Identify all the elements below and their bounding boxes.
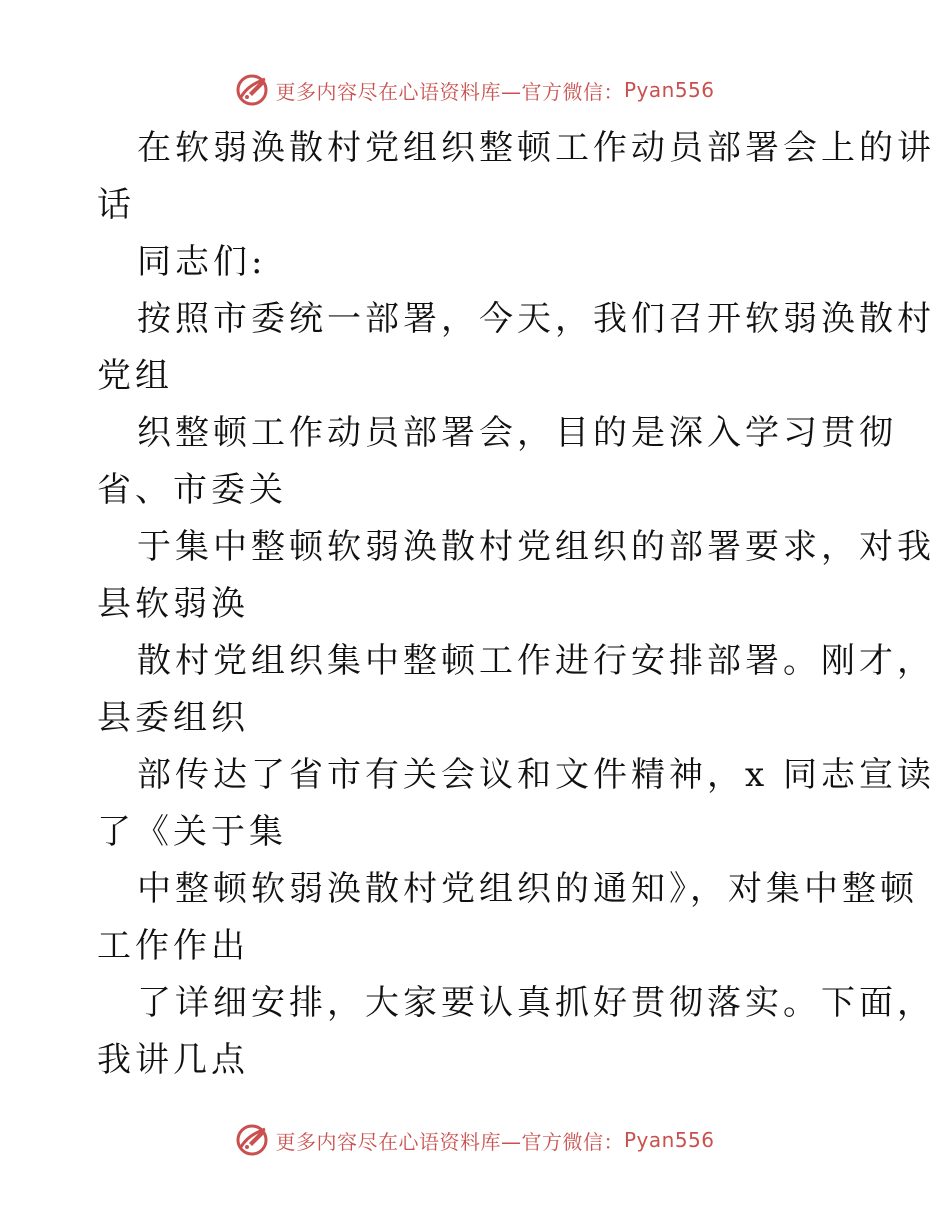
text-line: 省、市委关 — [97, 470, 287, 510]
text-line: 部传达了省市有关会议和文件精神，x 同志宣读 — [137, 755, 935, 795]
text-line: 中整顿软弱涣散村党组织的通知》，对集中整顿 — [137, 869, 918, 909]
text-line: 散村党组织集中整顿工作进行安排部署。刚才， — [137, 641, 935, 681]
text-line: 了《关于集 — [97, 812, 287, 852]
pen-logo-icon — [235, 1123, 269, 1157]
text-line: 我讲几点 — [97, 1040, 249, 1080]
text-line: 按照市委统一部署，今天，我们召开软弱涣散村 — [137, 299, 935, 339]
text-line: 同志们: — [137, 242, 267, 282]
text-line: 工作作出 — [97, 926, 249, 966]
text-line: 县委组织 — [97, 698, 249, 738]
text-line: 县软弱涣 — [97, 584, 249, 624]
watermark-text: 更多内容尽在心语资料库—官方微信： — [275, 1129, 624, 1154]
text-line: 在软弱涣散村党组织整顿工作动员部署会上的讲 — [137, 128, 935, 168]
text-line: 于集中整顿软弱涣散村党组织的部署要求，对我 — [137, 527, 935, 567]
footer-watermark — [0, 1120, 950, 1160]
document-body — [97, 120, 935, 1089]
text-line: 了详细安排，大家要认真抓好贯彻落实。下面， — [137, 983, 935, 1023]
watermark-account: Pyan556 — [623, 78, 715, 102]
header-watermark — [0, 70, 950, 110]
text-line: 织整顿工作动员部署会，目的是深入学习贯彻 — [137, 413, 897, 453]
text-line: 话 — [97, 185, 135, 225]
text-line: 党组 — [97, 356, 173, 396]
pen-logo-icon — [235, 73, 269, 107]
watermark-text: 更多内容尽在心语资料库—官方微信： — [275, 79, 624, 104]
watermark-account: Pyan556 — [623, 1128, 715, 1152]
